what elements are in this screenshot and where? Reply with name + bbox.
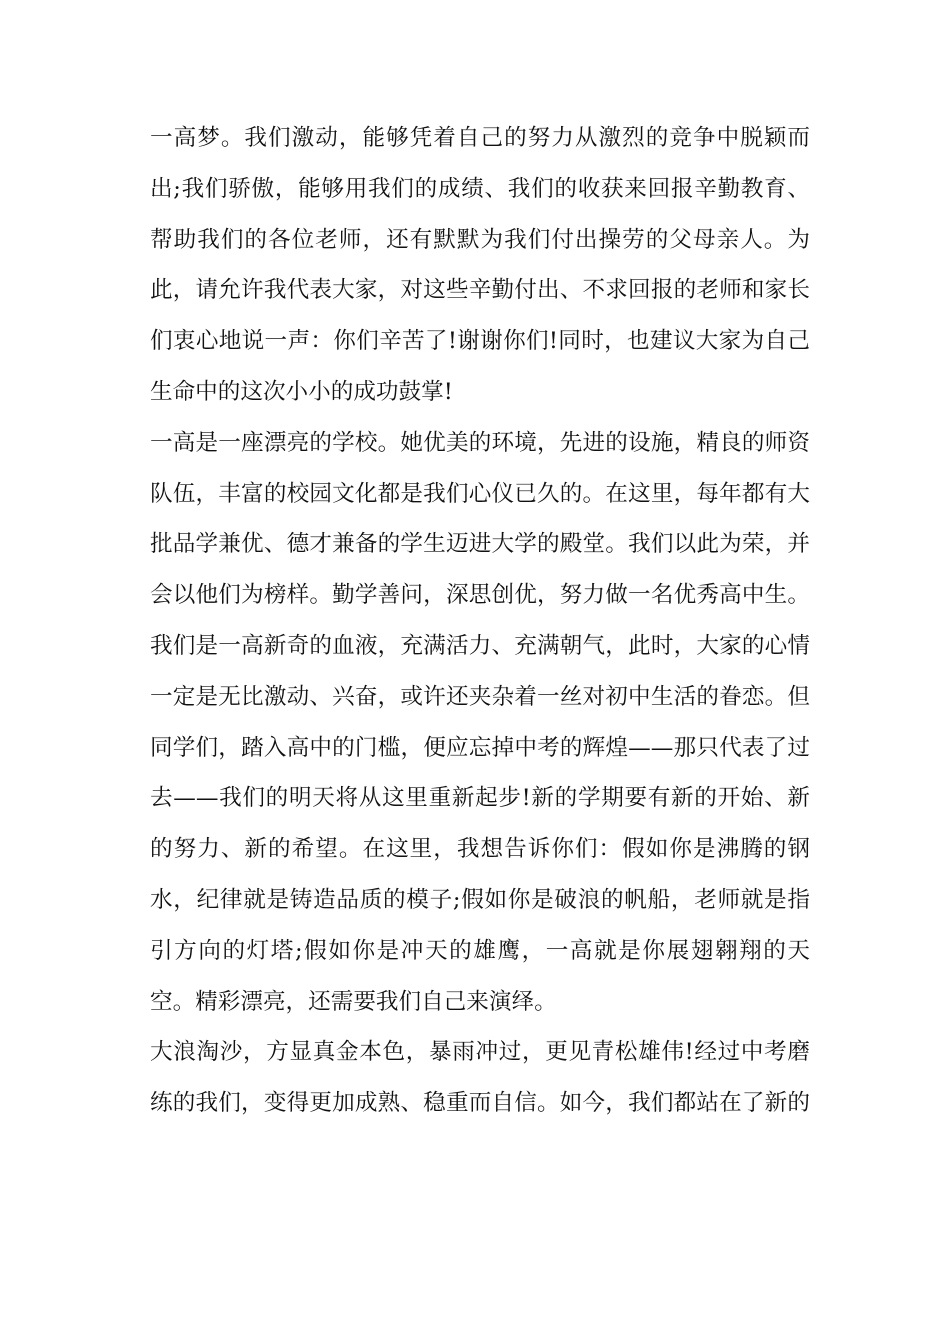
text-line: 引方向的灯塔;假如你是冲天的雄鹰，一高就是你展翅翱翔的天 [150,937,810,964]
text-line: 一高是一座漂亮的学校。她优美的环境，先进的设施，精良的师资 [150,429,810,456]
text-line: 一高梦。我们激动，能够凭着自己的努力从激烈的竞争中脱颖而 [150,125,810,151]
text-line: 们衷心地说一声：你们辛苦了!谢谢你们!同时，也建议大家为自己 [150,328,810,355]
text-line: 我们是一高新奇的血液，充满活力、充满朝气，此时，大家的心情 [150,632,810,659]
text-line: 水，纪律就是铸造品质的模子;假如你是破浪的帆船，老师就是指 [150,886,810,913]
text-line: 批品学兼优、德才兼备的学生迈进大学的殿堂。我们以此为荣，并 [150,531,810,558]
text-line: 空。精彩漂亮，还需要我们自己来演绎。 [150,988,557,1015]
text-line: 的努力、新的希望。在这里，我想告诉你们：假如你是沸腾的钢 [150,836,810,863]
text-line: 此，请允许我代表大家，对这些辛勤付出、不求回报的老师和家长 [150,277,810,304]
text-line: 帮助我们的各位老师，还有默默为我们付出操劳的父母亲人。为 [150,226,810,253]
text-line: 大浪淘沙，方显真金本色，暴雨冲过，更见青松雄伟!经过中考磨 [150,1039,810,1066]
text-line: 一定是无比激动、兴奋，或许还夹杂着一丝对初中生活的眷恋。但 [150,683,810,710]
text-line: 去——我们的明天将从这里重新起步!新的学期要有新的开始、新 [150,785,810,812]
text-line: 队伍，丰富的校园文化都是我们心仪已久的。在这里，每年都有大 [150,480,810,507]
text-line: 练的我们，变得更加成熟、稳重而自信。如今，我们都站在了新的 [150,1090,810,1117]
text-line: 出;我们骄傲，能够用我们的成绩、我们的收获来回报辛勤教育、 [150,175,810,202]
text-line: 会以他们为榜样。勤学善问，深思创优，努力做一名优秀高中生。 [150,582,810,609]
text-line: 生命中的这次小小的成功鼓掌! [150,378,453,405]
body-text [150,113,810,1129]
text-line: 同学们，踏入高中的门槛，便应忘掉中考的辉煌——那只代表了过 [150,734,810,761]
